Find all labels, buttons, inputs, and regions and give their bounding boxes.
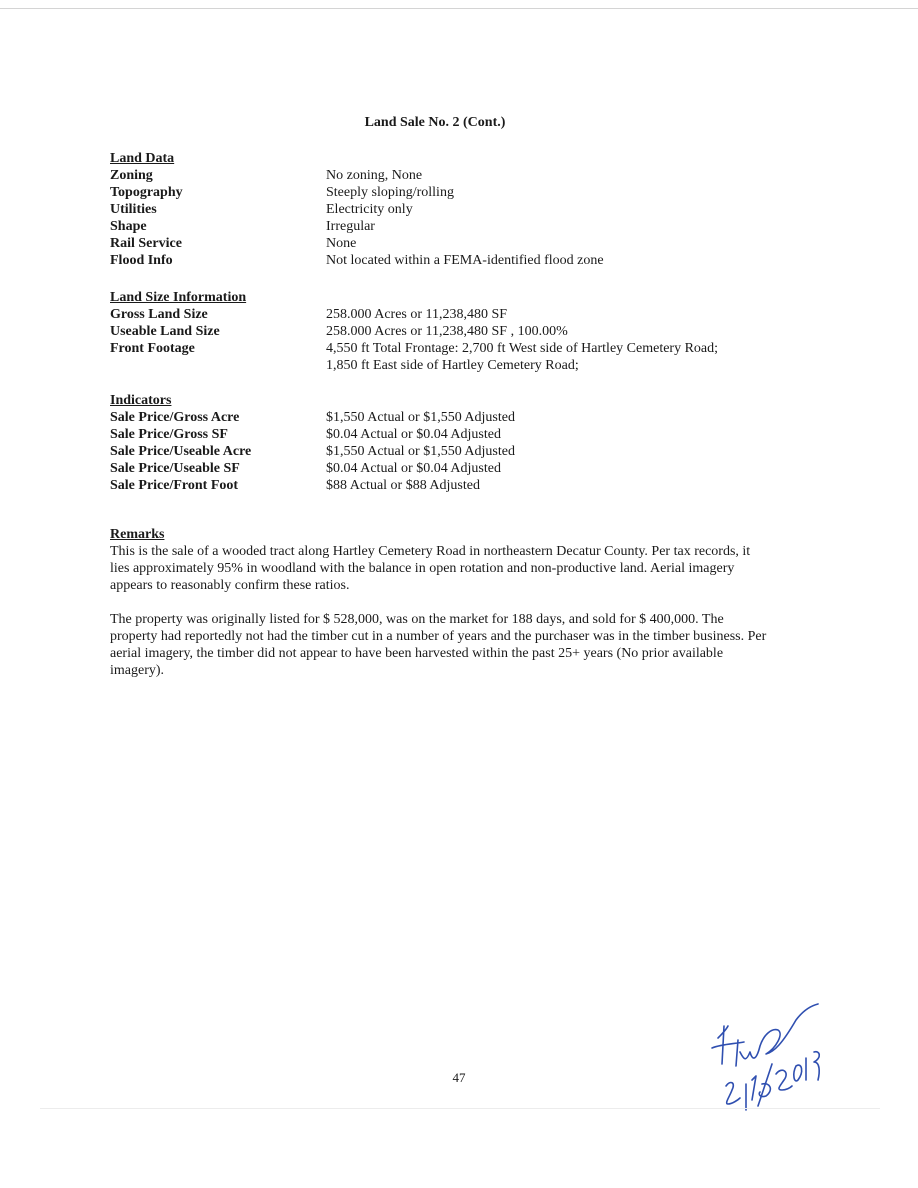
row-value: $1,550 Actual or $1,550 Adjusted	[326, 444, 515, 459]
row-value	[326, 340, 810, 374]
land-size-section	[110, 289, 810, 374]
scan-edge-top	[0, 8, 918, 9]
row-value: $0.04 Actual or $0.04 Adjusted	[326, 427, 501, 442]
signature-ink	[712, 1004, 819, 1110]
row-label: Flood Info	[110, 253, 173, 268]
row-value: Steeply sloping/rolling	[326, 185, 454, 200]
page-title: Land Sale No. 2 (Cont.)	[364, 115, 506, 130]
row-label: Sale Price/Front Foot	[110, 478, 239, 493]
remarks-paragraph-2: The property was originally listed for $ 528,000, was on the market for 188 days, and sold for $ 400,000. The property had reportedly not had the timber cut in a number of years and the purchaser was in the timber business. Per aerial imagery, the timber did not appear to have been harvested within the past 25+ years (No prior available imagery).	[110, 612, 767, 678]
page-number: 47	[452, 1070, 466, 1085]
row-label: Sale Price/Gross SF	[110, 427, 228, 442]
row-label: Sale Price/Useable SF	[110, 461, 240, 476]
row-label: Utilities	[110, 202, 157, 217]
row-value: 258.000 Acres or 11,238,480 SF , 100.00%	[326, 324, 568, 339]
front-footage-line-1: 4,550 ft Total Frontage: 2,700 ft West side of Hartley Cemetery Road;	[326, 341, 719, 356]
land-size-heading: Land Size Information	[110, 290, 247, 305]
row-label: Zoning	[110, 168, 153, 183]
row-label: Sale Price/Gross Acre	[110, 410, 240, 425]
indicator-row	[110, 477, 810, 494]
row-label: Rail Service	[110, 236, 182, 251]
land-data-row	[110, 201, 810, 218]
indicator-row	[110, 409, 810, 426]
remarks-section	[110, 526, 770, 679]
front-footage-line-2: 1,850 ft East side of Hartley Cemetery Road;	[326, 358, 579, 373]
land-size-row	[110, 306, 810, 323]
land-data-row	[110, 184, 810, 201]
indicator-row	[110, 426, 810, 443]
row-value: $1,550 Actual or $1,550 Adjusted	[326, 410, 515, 425]
land-data-row	[110, 252, 810, 269]
row-label: Front Footage	[110, 341, 195, 356]
row-label: Sale Price/Useable Acre	[110, 444, 252, 459]
land-data-row	[110, 218, 810, 235]
land-size-row	[110, 340, 810, 374]
indicator-row	[110, 460, 810, 477]
row-value: Irregular	[326, 219, 375, 234]
handwritten-signature	[700, 1000, 840, 1120]
land-data-heading: Land Data	[110, 151, 175, 166]
row-value: 258.000 Acres or 11,238,480 SF	[326, 307, 508, 322]
row-label: Useable Land Size	[110, 324, 220, 339]
row-label: Topography	[110, 185, 183, 200]
row-value: $88 Actual or $88 Adjusted	[326, 478, 480, 493]
row-value: None	[326, 236, 357, 251]
indicators-heading: Indicators	[110, 393, 172, 408]
land-data-row	[110, 167, 810, 184]
land-data-section	[110, 150, 810, 269]
row-value: No zoning, None	[326, 168, 423, 183]
land-size-row	[110, 323, 810, 340]
indicator-row	[110, 443, 810, 460]
land-data-row	[110, 235, 810, 252]
row-value: Electricity only	[326, 202, 413, 217]
row-label: Gross Land Size	[110, 307, 208, 322]
row-value: Not located within a FEMA-identified flood zone	[326, 253, 604, 268]
indicators-section	[110, 392, 810, 494]
row-value: $0.04 Actual or $0.04 Adjusted	[326, 461, 501, 476]
remarks-heading: Remarks	[110, 527, 165, 542]
remarks-paragraph-1: This is the sale of a wooded tract along Hartley Cemetery Road in northeastern Decatur County. Per tax records, it lies approximately 95% in woodland with the balance in open rotation and non-productive land. Aerial imagery appears to reasonably confirm these ratios.	[110, 544, 751, 593]
row-label: Shape	[110, 219, 147, 234]
scan-edge-bottom	[40, 1108, 880, 1109]
